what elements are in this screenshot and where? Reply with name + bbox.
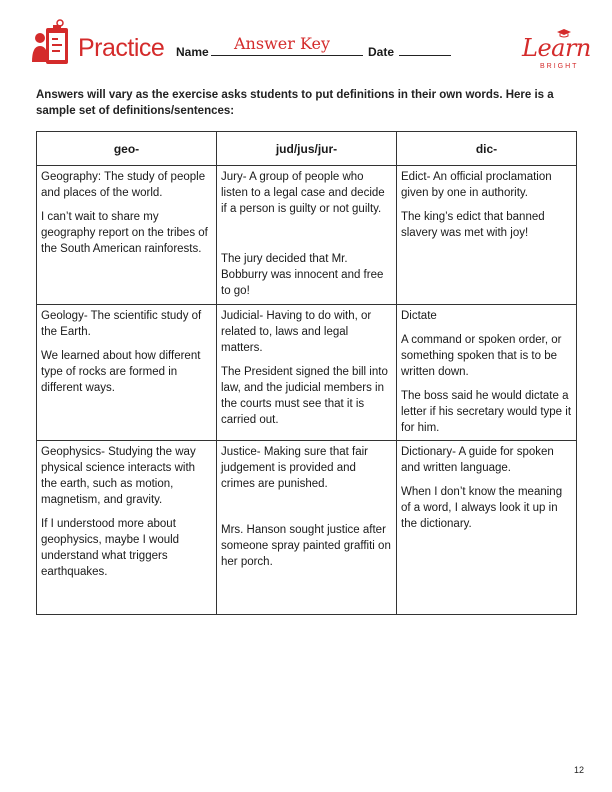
page-number: 12 (574, 765, 585, 775)
definition-text: Geology- The scientific study of the Earth. (41, 310, 202, 338)
table-header-row (37, 132, 577, 166)
worksheet-header (28, 14, 591, 74)
definition-text: Geography: The study of people and places of the world. (41, 171, 206, 199)
table-cell (217, 166, 397, 305)
table-cell (37, 305, 217, 441)
header-jud: jud/jus/jur- (217, 132, 397, 166)
logo-word: Learn (522, 34, 591, 62)
table-cell (37, 441, 217, 615)
sentence-text: If I understood more about geophysics, maybe I would understand what triggers earthquakes. (41, 518, 180, 578)
instructions-text: Answers will vary as the exercise asks students to put definitions in their own words. Here is a sample set of definitions/sentences: (36, 89, 554, 117)
header-dic: dic- (397, 132, 577, 166)
table-row (37, 166, 577, 305)
sentence-text: When I don’t know the meaning of a word, I always look it up in the dictionary. (401, 486, 563, 530)
table-row (37, 305, 577, 441)
answer-key-text: Answer Key (234, 34, 330, 53)
sentence-text: The king’s edict that banned slavery was met with joy! (401, 211, 545, 239)
learn-bright-logo (518, 28, 591, 74)
definitions-table (36, 131, 577, 615)
definition-text: Jury- A group of people who listen to a legal case and decide if a person is guilty or not guilty. (221, 171, 385, 215)
date-label: Date (368, 45, 395, 59)
table-cell (397, 305, 577, 441)
definition-text: Justice- Making sure that fair judgement is provided and crimes are punished. (221, 446, 369, 490)
teacher-with-clipboard-icon (30, 18, 74, 70)
sentence-text: I can’t wait to share my geography report on the tribes of the South American rainforests. (41, 211, 208, 255)
table-cell (397, 441, 577, 615)
definition-text: Dictionary- A guide for spoken and written language. (401, 446, 554, 474)
table-cell (217, 305, 397, 441)
table-row (37, 441, 577, 615)
term-word: Dictate (401, 310, 437, 322)
table-cell (217, 441, 397, 615)
date-field-line (399, 55, 451, 56)
name-field-line (211, 55, 363, 56)
sentence-text: We learned about how different type of rocks are formed in different ways. (41, 350, 201, 394)
definition-text: Edict- An official proclamation given by one in authority. (401, 171, 552, 199)
logo-subtitle: BRIGHT (540, 63, 579, 70)
sentence-text: The jury decided that Mr. Bobburry was innocent and free to go! (221, 253, 384, 297)
sentence-text: Mrs. Hanson sought justice after someone spray painted graffiti on her porch. (221, 524, 391, 568)
table-cell (397, 166, 577, 305)
header-geo: geo- (37, 132, 217, 166)
sentence-text: The President signed the bill into law, and the judicial members in the courts must see that it is carried out. (221, 366, 388, 426)
name-label: Name (176, 45, 209, 59)
practice-title: Practice (78, 34, 165, 62)
sentence-text: The boss said he would dictate a letter if his secretary would type it for him. (401, 390, 572, 434)
definition-text: A command or spoken order, or something spoken that is to be written down. (401, 334, 562, 378)
definition-text: Geophysics- Studying the way physical science interacts with the earth, such as motion, magnetism, and gravity. (41, 446, 196, 506)
table-cell (37, 166, 217, 305)
definition-text: Judicial- Having to do with, or related to, laws and legal matters. (221, 310, 372, 354)
